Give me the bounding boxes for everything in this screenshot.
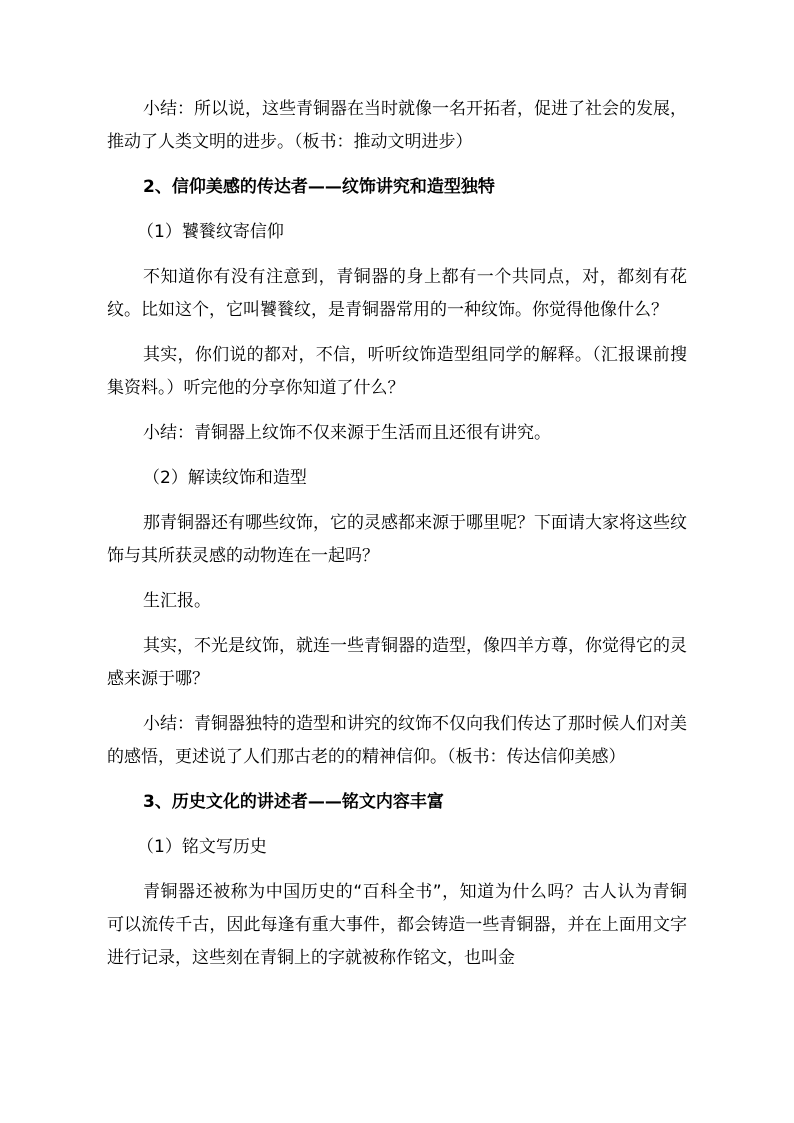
subsection-heading-3-1: （1）铭文写历史 [137, 837, 267, 857]
body-paragraph-patterns: 那青铜器还有哪些纹饰，它的灵感都来源于哪里呢？下面请大家将这些纹饰与其所获灵感的动物连在一起吗？ [107, 513, 687, 566]
summary-paragraph-2: 小结：青铜器上纹饰不仅来源于生活而且还很有讲究。 [143, 423, 551, 443]
subsection-heading-2-1: （1）饕餮纹寄信仰 [137, 222, 284, 242]
section-heading-2: 2、信仰美感的传达者——纹饰讲究和造型独特 [143, 177, 495, 197]
body-paragraph-inscriptions: 青铜器还被称为中国历史的“百科全书”，知道为什么吗？古人认为青铜可以流传千古，因此每逢有重大事件，都会铸造一些青铜器，并在上面用文字进行记录，这些刻在青铜上的字就被称作铭文，也叫金 [107, 882, 687, 968]
body-paragraph-taotie: 不知道你有没有注意到，青铜器的身上都有一个共同点，对，都刻有花纹。比如这个，它叫饕餮纹，是青铜器常用的一种纹饰。你觉得他像什么？ [107, 267, 687, 320]
body-paragraph-student-report: 生汇报。 [143, 591, 211, 611]
document-body [107, 93, 687, 987]
subsection-heading-2-2: （2）解读纹饰和造型 [143, 468, 307, 488]
summary-paragraph-1: 小结：所以说，这些青铜器在当时就像一名开拓者，促进了社会的发展，推动了人类文明的进步。（板书：推动文明进步） [107, 99, 687, 152]
body-paragraph-shape: 其实，不光是纹饰，就连一些青铜器的造型，像四羊方尊，你觉得它的灵感来源于哪？ [107, 636, 687, 689]
section-heading-3: 3、历史文化的讲述者——铭文内容丰富 [143, 792, 444, 812]
summary-paragraph-3: 小结：青铜器独特的造型和讲究的纹饰不仅向我们传达了那时候人们对美的感悟，更述说了人们那古老的的精神信仰。（板书：传达信仰美感） [107, 714, 687, 767]
body-paragraph-report: 其实，你们说的都对，不信，听听纹饰造型组同学的解释。（汇报课前搜集资料。）听完他的分享你知道了什么？ [107, 345, 687, 398]
